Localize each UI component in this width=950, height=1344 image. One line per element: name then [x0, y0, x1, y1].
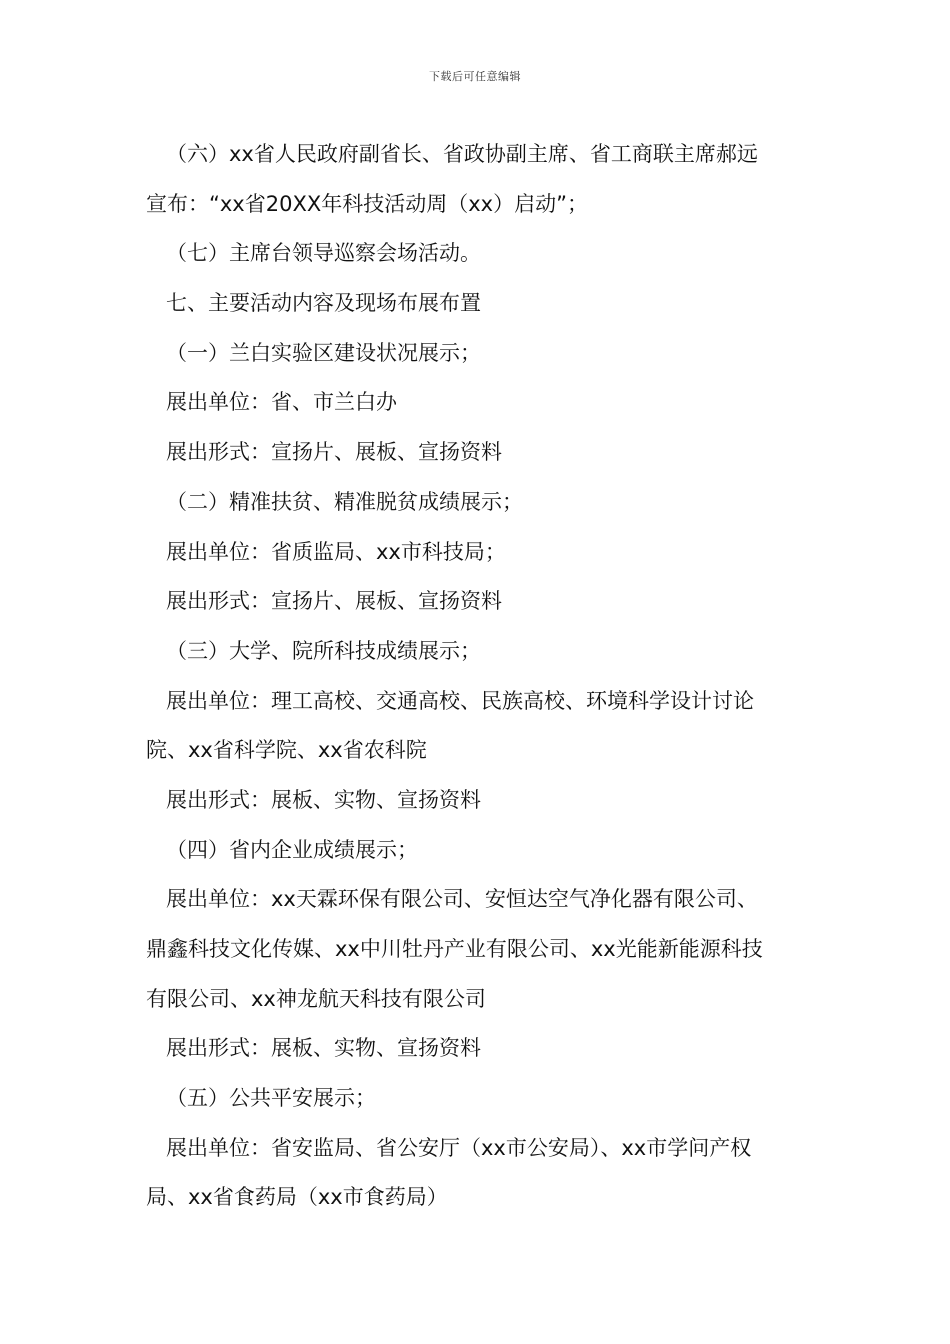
paragraph-line: （六）xx省人民政府副省长、省政协副主席、省工商联主席郝远: [166, 142, 758, 166]
paragraph-line: 展出单位：xx天霖环保有限公司、安恒达空气净化器有限公司、: [166, 887, 758, 912]
paragraph-line: 局、xx省食药局（xx市食药局）: [146, 1185, 448, 1210]
paragraph-line: 展出形式：展板、实物、宣扬资料: [166, 1036, 481, 1061]
paragraph-line: 展出单位：省质监局、xx市科技局；: [166, 539, 506, 564]
paragraph-line: 展出单位：省、市兰白办: [166, 390, 397, 415]
paragraph-line: 展出形式：宣扬片、展板、宣扬资料: [166, 589, 502, 614]
paragraph-line: 展出单位：理工高校、交通高校、民族高校、环境科学设计讨论: [166, 688, 754, 713]
paragraph-line: （七）主席台领导巡察会场活动。: [166, 241, 481, 266]
paragraph-line: 有限公司、xx神龙航天科技有限公司: [146, 986, 486, 1011]
paragraph-line: 展出形式：宣扬片、展板、宣扬资料: [166, 440, 502, 465]
paragraph-line: （五）公共平安展示；: [166, 1086, 376, 1111]
section-heading: 七、主要活动内容及现场布展布置: [166, 291, 481, 316]
document-body: [146, 130, 811, 1223]
paragraph-line: 展出形式：展板、实物、宣扬资料: [166, 787, 481, 812]
paragraph-line: （二）精准扶贫、精准脱贫成绩展示；: [166, 489, 523, 514]
paragraph-line: 院、xx省科学院、xx省农科院: [146, 738, 427, 763]
paragraph-line: （三）大学、院所科技成绩展示；: [166, 638, 481, 663]
paragraph-line: （四）省内企业成绩展示；: [166, 837, 418, 862]
paragraph-line: 宣布：“xx省20XX年科技活动周（xx）启动”；: [146, 191, 588, 216]
header-note: 下载后可任意编辑: [429, 70, 521, 83]
paragraph-line: （一）兰白实验区建设状况展示；: [166, 340, 481, 365]
paragraph-line: 展出单位：省安监局、省公安厅（xx市公安局）、xx市学问产权: [166, 1135, 752, 1160]
paragraph-line: 鼎鑫科技文化传媒、xx中川牡丹产业有限公司、xx光能新能源科技: [146, 937, 763, 961]
